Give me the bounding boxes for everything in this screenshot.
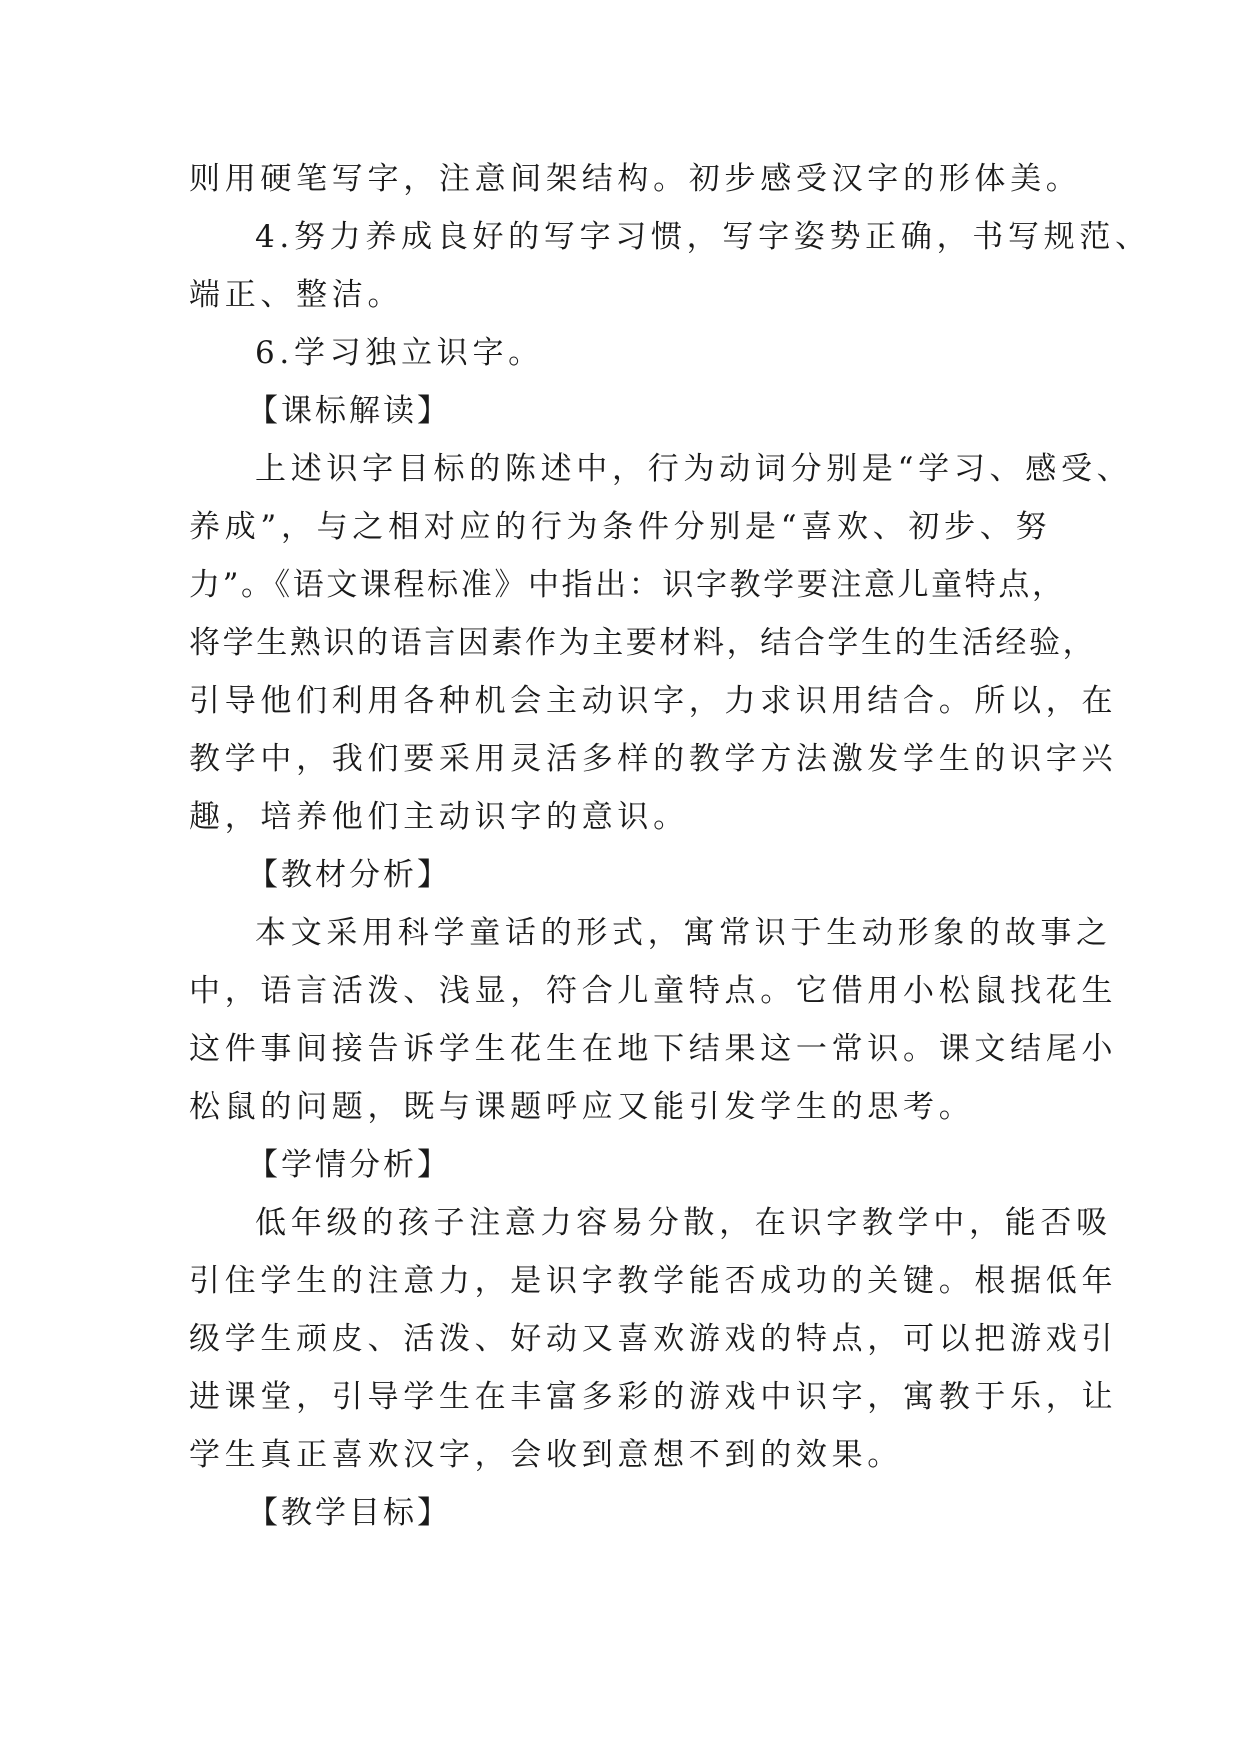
paragraph-line: 学生真正喜欢汉字，会收到意想不到的效果。	[189, 1437, 903, 1473]
paragraph-line: 低年级的孩子注意力容易分散，在识字教学中，能否吸	[255, 1205, 1112, 1241]
paragraph-line: 上述识字目标的陈述中，行为动词分别是“学习、感受、	[255, 451, 1133, 487]
section-heading-textbook: 【教材分析】	[247, 857, 451, 893]
section-heading-students: 【学情分析】	[247, 1147, 451, 1183]
paragraph-line: 教学中，我们要采用灵活多样的教学方法激发学生的识字兴	[189, 741, 1118, 777]
paragraph-line: 松鼠的问题，既与课题呼应又能引发学生的思考。	[189, 1089, 975, 1125]
paragraph-line: 级学生顽皮、活泼、好动又喜欢游戏的特点，可以把游戏引	[189, 1321, 1118, 1357]
text-line: 端正、整洁。	[189, 277, 404, 313]
text-line: 则用硬笔写字，注意间架结构。初步感受汉字的形体美。	[189, 161, 1082, 197]
list-item-4: 4.努力养成良好的写字习惯，写字姿势正确，书写规范、	[255, 219, 1151, 255]
paragraph-line: 趣，培养他们主动识字的意识。	[189, 799, 689, 835]
paragraph-line: 本文采用科学童话的形式，寓常识于生动形象的故事之	[255, 915, 1112, 951]
paragraph-line: 引住学生的注意力，是识字教学能否成功的关键。根据低年	[189, 1263, 1118, 1299]
paragraph-line: 力”。《语文课程标准》中指出：识字教学要注意儿童特点，	[189, 567, 1066, 603]
paragraph-line: 养成”，与之相对应的行为条件分别是“喜欢、初步、努	[189, 509, 1052, 545]
paragraph-line: 进课堂，引导学生在丰富多彩的游戏中识字，寓教于乐，让	[189, 1379, 1118, 1415]
document-body	[189, 150, 1151, 1542]
paragraph-line: 中，语言活泼、浅显，符合儿童特点。它借用小松鼠找花生	[189, 973, 1118, 1009]
section-heading-objectives: 【教学目标】	[247, 1495, 451, 1531]
section-heading-curriculum: 【课标解读】	[247, 393, 451, 429]
paragraph-line: 将学生熟识的语言因素作为主要材料，结合学生的生活经验，	[189, 625, 1097, 661]
paragraph-line: 引导他们利用各种机会主动识字，力求识用结合。所以，在	[189, 683, 1118, 719]
list-item-6: 6.学习独立识字。	[255, 335, 544, 371]
paragraph-line: 这件事间接告诉学生花生在地下结果这一常识。课文结尾小	[189, 1031, 1118, 1067]
